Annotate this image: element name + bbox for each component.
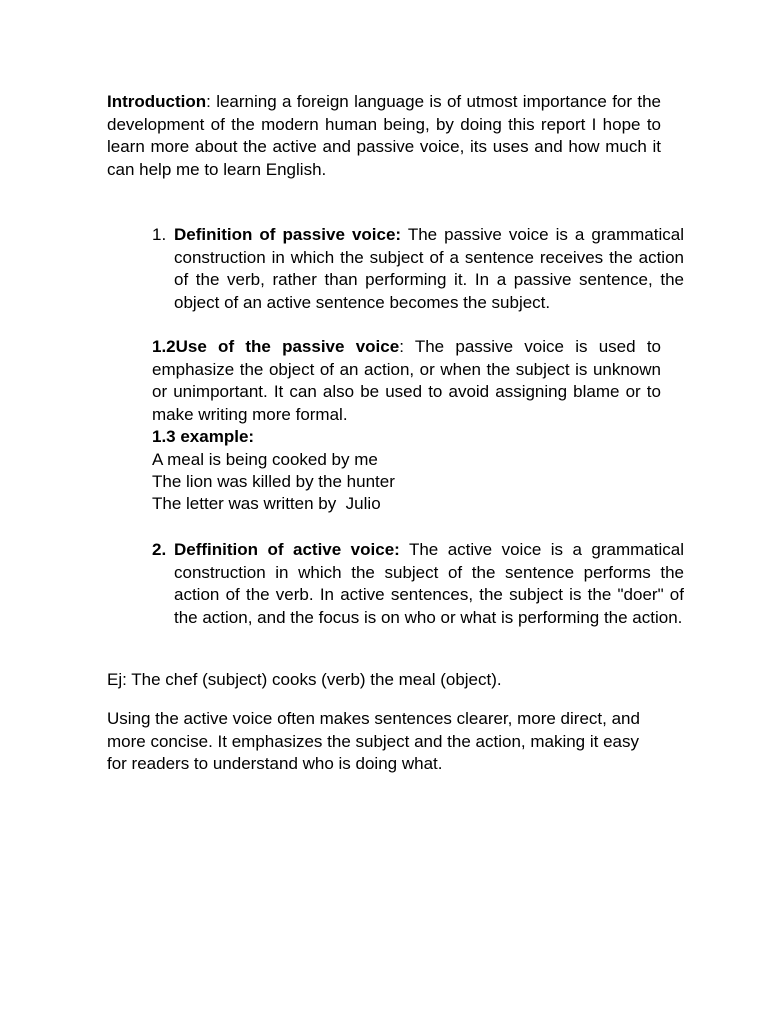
example-sentence: The letter was written by Julio xyxy=(152,494,381,513)
closing-paragraph: Using the active voice often makes sentences clearer, more direct, and more concise. It emphasizes the subject and the action, making it easy for readers to understand who is doing what. xyxy=(107,709,640,773)
introduction-text: : learning a foreign language is of utmost importance for the development of the modern human being, by doing this report I hope to learn more about the active and passive voice, its uses and how much it can help me to learn English. xyxy=(107,92,661,179)
active-definition-text: The active voice is a grammatical construction in which the subject of the sentence performs the action of the verb. In active sentences, the subject is the "doer" of the action, and the focus is on who or what is performing the action. xyxy=(174,540,684,627)
example-label: 1.3 example: xyxy=(152,427,255,446)
list-marker-1: 1. xyxy=(152,225,167,244)
introduction-paragraph xyxy=(107,91,661,181)
passive-use-text: : The passive voice is used to emphasize the object of an action, or when the subject is unknown or unimportant. It can also be used to avoid assigning blame or to make writing more formal. xyxy=(152,337,661,424)
list-marker-2: 2. xyxy=(152,540,167,559)
introduction-label: Introduction xyxy=(107,92,207,111)
list-item-passive-definition xyxy=(152,224,684,314)
example-sentence: A meal is being cooked by me xyxy=(152,450,378,469)
active-definition-label: Deffinition of active voice: xyxy=(174,540,400,559)
passive-use-label: 1.2Use of the passive voice xyxy=(152,337,400,356)
example-active-sentence: Ej: The chef (subject) cooks (verb) the meal (object). xyxy=(107,670,502,689)
example-heading xyxy=(152,426,661,449)
example-sentence: The lion was killed by the hunter xyxy=(152,472,395,491)
passive-definition-text: The passive voice is a grammatical construction in which the subject of a sentence receives the action of the verb, rather than performing it. In a passive sentence, the object of an active sentence becomes the subject. xyxy=(174,225,684,312)
list-item-active-definition xyxy=(152,539,684,629)
passive-use-paragraph xyxy=(152,336,661,426)
passive-definition-label: Definition of passive voice: xyxy=(174,225,402,244)
